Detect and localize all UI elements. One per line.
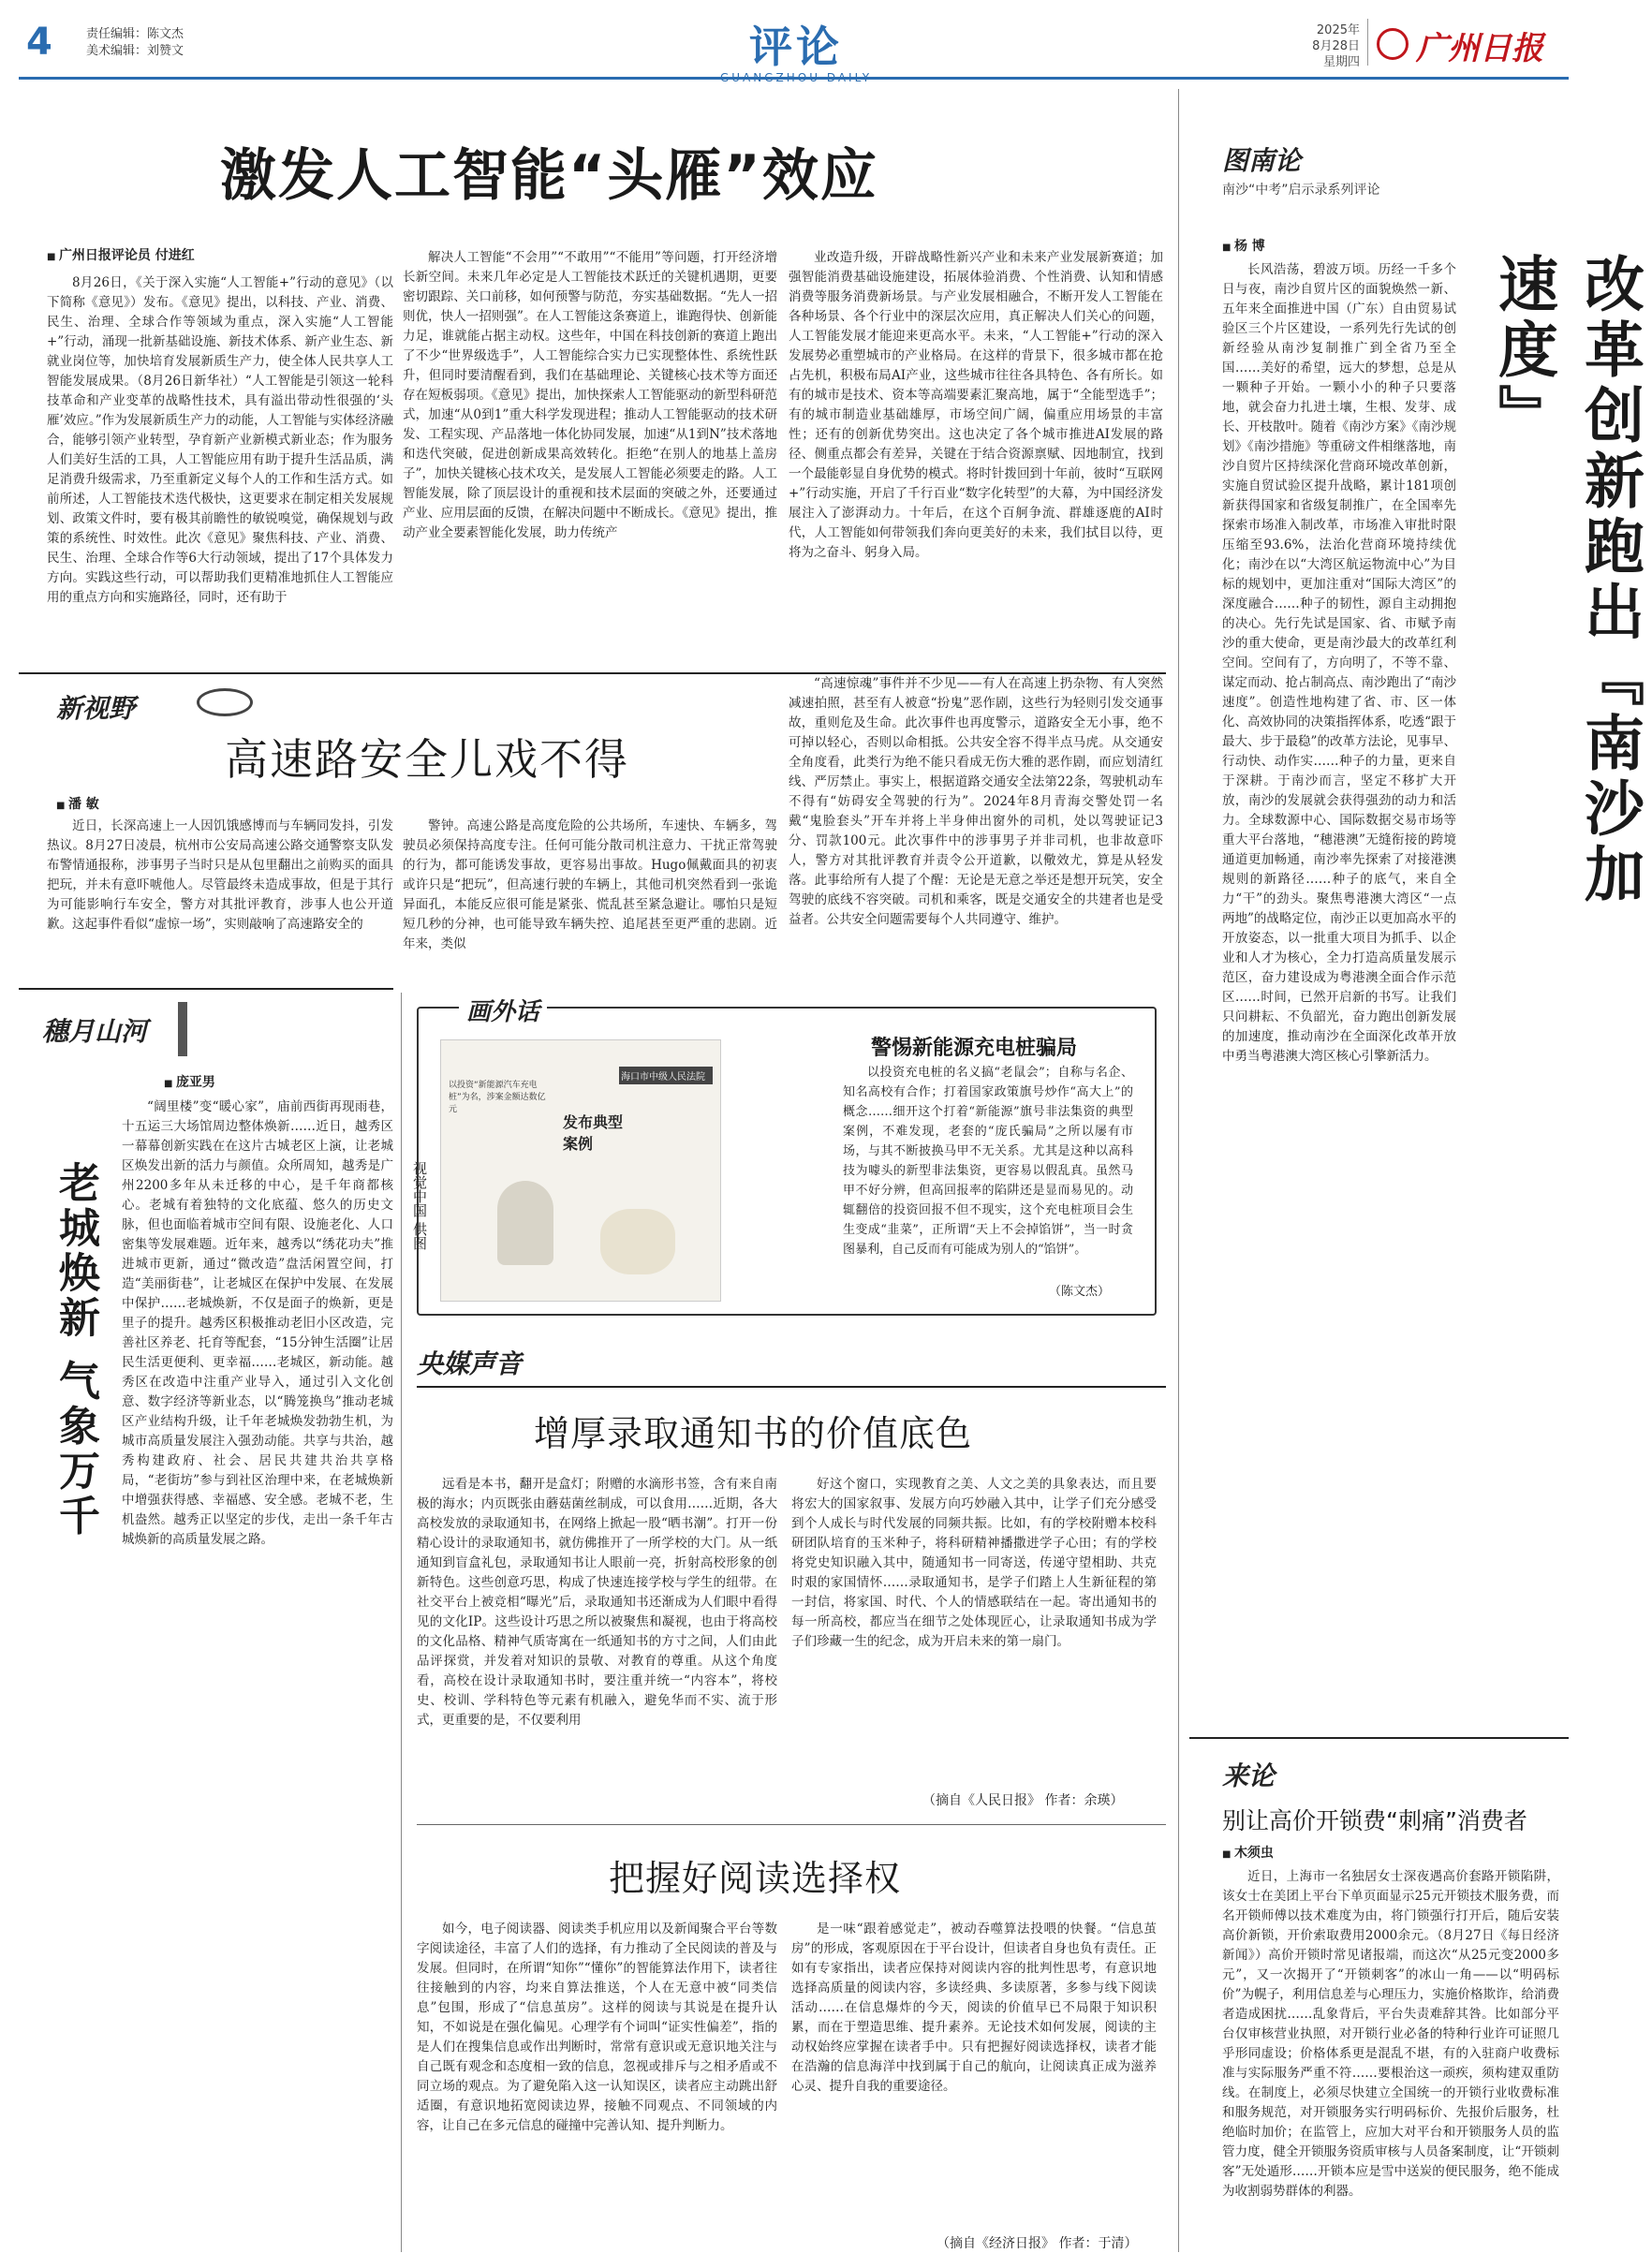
lead-headline: 激发人工智能“头雁”效应: [220, 143, 878, 209]
cartoon-headline: 警惕新能源充电桩骗局: [870, 1037, 1077, 1060]
lailun-text: 近日，上海市一名独居女士深夜遇高价套路开锁陷阱，该女士在美团上平台下单页面显示25元开锁技术服务费，而名开锁师傅以技术难度为由，将门锁强行打开后，随后安装高价新锁，开价索取费用2000余元。（8月27日《每日经济新闻》）高价开锁时常见诸报端，而这次“从25元变2000多元”，又一次揭开了“开锁刺客”的冰山一角——以“明码标价”为幌子，利用信息差与心理压力，实施价格欺诈，给消费者造成困扰……乱象背后，平台失责难辞其咎。比如部分平台仅审核营业执照，对开锁行业必备的特种行业许可证照几乎形同虚设；价格体系更是混乱不堪，有的入驻商户收费标准与实际服务严重不符……要根治这一顽疾，须构建双重防线。在制度上，必须尽快建立全国统一的开锁行业收费标准和服务规范，对开锁服务实行明码标价、先报价后服务，杜绝临时加价；在监管上，应加大对平台和开锁服务人员的监管力度，健全开锁服务资质审核与人员备案制度，让“开锁刺客”无处遁形……开锁本应是雪中送炭的便民服务，绝不能成为收割弱势群体的利器。: [1222, 1869, 1559, 2199]
yangmei-headline-1: 增厚录取通知书的价值底色: [534, 1413, 973, 1454]
sidebar-headline: 改革创新跑出『南沙加速度』: [1488, 253, 1644, 908]
money-bag-shape: [600, 1209, 675, 1274]
page-number: 4: [26, 21, 52, 64]
sidebar-byline: ■ 杨 博: [1222, 236, 1265, 255]
yangmei-source-2: （摘自《经济日报》 作者：于清）: [937, 2236, 1138, 2251]
xinshiye-byline: ■ 潘 敏: [56, 794, 99, 813]
divider-yangmei: [417, 1386, 1166, 1388]
yangmei-col-2a: 好这个窗口，实现教育之美、人文之美的具象表达，而且要将宏大的国家叙事、发展方向巧妙融入其中，让学子们充分感受到个人成长与时代发展的同频共振。比如，有的学校附赠本校科研团队培育的玉米种子，将科研精神播撒进学子心田；有的学校将党史知识融入其中，随通知书一同寄送，传递守望相助、共克时艰的家国情怀……录取通知书，是学子们踏上人生新征程的第一封信，将家国、时代、个人的情感联结在一起。寄出通知书的每一所高校，都应当在细节之处体现匠心，让录取通知书成为学子们珍藏一生的纪念，成为开启未来的第一扇门。: [791, 1477, 1157, 1649]
sidebar-column-name: 图南论: [1222, 145, 1302, 176]
sidebar-text: 长风浩荡，碧波万顷。历经一千多个日与夜，南沙自贸片区的面貌焕然一新、五年来全面推进中国（广东）自由贸易试验区三个片区建设，一系列先行先试的创新经验从南沙复制推广到全省乃至全国……美好的希望，远大的梦想，总是从一颗种子开始。一颗小小的种子只要落地，就会奋力扎进土壤，生根、发芽、成长、开枝散叶。随着《南沙方案》《南沙规划》《南沙措施》等重磅文件相继落地，南沙自贸片区持续深化营商环境改革创新，实施自贸试验区提升战略，累计181项创新获得国家和省级复制推广，在全国率先探索市场准入制改革，市场准入审批时限压缩至93.6%，法治化营商环境持续优化；南沙在以“大湾区航运物流中心”为目标的规划中，更加注重对“国际大湾区”的深度融合……种子的韧性，源自主动拥抱的决心。先行先试是国家、省、市赋予南沙的重大使命，更是南沙最大的改革红利空间。空间有了，方向明了，不等不靠、谋定而动、抢占制高点、南沙跑出了“南沙速度”。创造性地构建了省、市、区一体化、高效协同的决策指挥体系，吃透“跟于最大、步于最稳”的改革方法论，见事早、行动快、动作实……种子的力量，更来自于深耕。于南沙而言，坚定不移扩大开放，南沙的发展就会获得强劲的动力和活力。全球数源中心、国际数据交易市场等重大平台落地，“穗港澳”无缝衔接的跨境通道更加畅通，南沙率先探索了对接港澳规则的新路径……种子的底气，来自全力“干”的劲头。聚焦粤港澳大湾区“一点两地”的战略定位，南沙正以更加高水平的开放姿态，以一批重大项目为抓手、以企业和人才为核心，全力打造高质量发展示范区，奋力建设成为粤港澳全面合作示范区……时间，已然开启新的书写。让我们只问耕耘、不负韶光，奋力跑出创新发展的加速度，推动南沙在全面深化改革开放中勇当粤港澳大湾区核心引擎新活力。: [1222, 262, 1456, 1064]
yangmei-col-2b: 是一味“跟着感觉走”，被动吞噬算法投喂的快餐。“信息茧房”的形成，客观原因在于平台设计，但读者自身也负有责任。正如有专家指出，读者应保持对阅读内容的批判性思考，有意识地选择高质量的阅读内容，多读经典、多读原著，多参与线下阅读活动……在信息爆炸的今天，阅读的价值早已不局限于知识积累，而在于塑造思维、提升素养。无论技术如何发展，阅读的主动权始终应掌握在读者手中。只有把握好阅读选择权，读者才能在浩瀚的信息海洋中找到属于自己的航向，让阅读真正成为滋养心灵、提升自我的重要途径。: [791, 1922, 1157, 2094]
lailun-headline: 别让高价开锁费“刺痛”消费者: [1222, 1807, 1527, 1834]
cartoon-column-name: 画外话: [459, 993, 547, 1027]
cartoon-credit: 视觉中国 供图: [411, 1161, 428, 1250]
yangmei-source-1: （摘自《人民日报》 作者：余瑛）: [922, 1793, 1124, 1808]
suiyue-headline: 老城焕新 气象万千: [52, 1161, 99, 1539]
issue-weekday: 星期四: [1322, 55, 1360, 69]
xinshiye-col-3: “高速惊魂”事件并不少见——有人在高速上扔杂物、有人突然减速拍照，甚至有人被意“扮鬼”恶作剧，这些行为轻则引发交通事故，重则危及生命。此次事件也再度警示，道路安全无小事，绝不可掉以轻心，否则以命相抵。公共安全容不得半点马虎。从交通安全角度看，此类行为绝不能只看成无伤大雅的恶作剧，而应划清红线、严厉禁止。事实上，根据道路交通安全法第22条，驾驶机动车不得有“妨碍安全驾驶的行为”。2024年8月青海交警处罚一名戴“鬼脸套头”开车并将上半身伸出窗外的司机，处以驾驶证记3分、罚款100元。此次事件中的涉事男子并非司机，也非故意吓人，警方对其批评教育并责令公开道歉，以儆效尤，算是从轻发落。此事给所有人提了个醒：无论是无意之举还是想开玩笑，安全驾驶的底线不容突破。司机和乘客，既是交通安全的共建者也是受益者。公共安全问题需要每个人共同遵守、维护。: [789, 676, 1163, 927]
eye-icon: [197, 688, 253, 716]
xinshiye-headline: 高速路安全儿戏不得: [225, 734, 629, 785]
divider-lailun: [1189, 1737, 1569, 1739]
cartoon-illustration: [440, 1039, 721, 1302]
lead-col-1: 8月26日，《关于深入实施“人工智能+”行动的意见》（以下简称《意见》）发布。《意见》提出，以科技、产业、消费、民生、治理、全球合作等领域为重点，深入实施“人工智能+”行动，涌现一批新基础设施、新技术体系、新产业生态、新就业岗位等，加快培育发展新质生产力，使全体人民共享人工智能发展成果。（8月26日新华社）“人工智能是引领这一轮科技革命和产业变革的战略性技术，具有溢出带动性很强的‘头雁’效应。”作为发展新质生产力的动能，人工智能与实体经济融合，能够引领产业转型，孕育新产业新模式新业态；作为服务人们美好生活的工具，人工智能应用有助于提升生活品质，满足消费升级需求，乃至重新定义每个人的工作和生活方式。如前所述，人工智能技术迭代极快，这更要求在制定相关发展规划、政策文件时，要有极其前瞻性的敏锐嗅觉，确保规划与政策的系统性、时效性。此次《意见》聚焦科技、产业、消费、民生、治理、全球合作等6大行动领域，提出了17个具体发力方向。实践这些行动，可以帮助我们更精准地抓住人工智能应用的重点方向和实施路径，同时，还有助于: [47, 275, 393, 605]
xinshiye-column-name: 新视野: [56, 693, 136, 724]
tower-icon: [178, 1002, 187, 1056]
suiyue-byline: ■ 庞亚男: [164, 1072, 215, 1091]
editor-credits: [86, 26, 184, 60]
lead-col-2: 解决人工智能“不会用”“不敢用”“不能用”等问题，打开经济增长新空间。未来几年必定是人工智能技术跃迁的关键机遇期，更要密切跟踪、关口前移，如何预警与防范，夯实基础数据。“先人一招则优，快人一招则强”。在人工智能这条赛道上，谁跑得快、创新能力足，谁就能占据主动权。这些年，中国在科技创新的赛道上跑出了不少“世界级选手”，人工智能综合实力已实现整体性、系统性跃升，但同时要清醒看到，我们在基础理论、关键核心技术等方面还存在短板弱项。《意见》提出，加快探索人工智能驱动的新型科研范式，加速“从0到1”重大科学发现进程；推动人工智能驱动的技术研发、工程实现、产品落地一体化协同发展，加速“从1到N”技术落地和迭代突破，促进创新成果高效转化。拒绝“在别人的地基上盖房子”，加快关键核心技术攻关，是发展人工智能必须要走的路。人工智能发展，除了顶层设计的重视和技术层面的突破之外，还要通过产业、应用层面的反馈，在解决问题中不断成长。《意见》提出，推动产业全要素智能化发展，助力传统产: [403, 250, 777, 540]
yangmei-col-1b: 如今，电子阅读器、阅读类手机应用以及新闻聚合平台等数字阅读途径，丰富了人们的选择，有力推动了全民阅读的普及与发展。但同时，在所谓“知你”“懂你”的智能算法作用下，读者往往接触到的内容，均来自算法推送，个人在无意中被“同类信息”包围，形成了“信息茧房”。这样的阅读与其说是在提升认知，不如说是在强化偏见。心理学有个词叫“证实性偏差”，指的是人们在搜集信息或作出判断时，常常有意识或无意识地关注与自己既有观念和态度相一致的信息，忽视或排斥与之相矛盾或不同立场的观点。为了避免陷入这一认知误区，读者应主动跳出舒适圈，有意识地拓宽阅读边界，接触不同观点、不同领域的内容，让自己在多元信息的碰撞中完善认知、提升判断力。: [417, 1922, 777, 2133]
section-title: [712, 13, 880, 84]
divider-yangmei-2: [417, 1824, 1166, 1825]
court-sign: 海口市中级人民法院: [619, 1067, 713, 1084]
suiyue-column-name: 穗月山河: [42, 1016, 148, 1047]
paper-logo-icon: [1377, 28, 1409, 60]
yangmei-column-name: 央媒声音: [417, 1348, 523, 1379]
cartoon-text: 以投资充电桩的名义搞“老鼠会”；自称与名企、知名高校有合作；打着国家政策旗号炒作“高大上”的概念……细开这个打着“新能源”旗号非法集资的典型案例，不难发现，老套的“庞氏骗局”之所以屡有市场，与其不断披换马甲不无关系。尤其是这种以高科技为噱头的新型非法集资，更容易以假乱真。虽然马甲不好分辨，但高回报率的陷阱还是显而易见的。动辄翻倍的投资回报不但不现实，这个充电桩项目会生生变成“韭菜”，正所谓“天上不会掉馅饼”，当一时贪图暴利，自己反而有可能成为别人的“馅饼”。: [843, 1066, 1133, 1257]
section-title-cn: 评论: [749, 22, 843, 72]
suiyue-divider: [401, 993, 402, 2252]
cartoon-author: （陈文杰）: [1049, 1285, 1111, 1299]
lailun-column-name: 来论: [1222, 1760, 1276, 1791]
figure-shape: [497, 1181, 553, 1265]
cartoon-speech: 以投资“新能源汽车充电桩”为名，涉案金额达数亿元: [449, 1081, 546, 1114]
lailun-byline: ■ 木须虫: [1222, 1843, 1274, 1862]
issue-date: [1292, 22, 1360, 70]
yangmei-headline-2: 把握好阅读选择权: [609, 1858, 902, 1899]
suiyue-text: “阔里楼”变“暖心家”，庙前西街再现雨巷，十五运三大场馆周边整体焕新……近日，越秀区一幕幕创新实践在在这片古城老区上演，让老城区焕发出新的活力与颜值。众所周知，越秀是广州2200多年从未迁移的中心，是千年商都核心。老城有着独特的文化底蕴、悠久的历史文脉，但也面临着城市空间有限、设施老化、人口密集等发展难题。近年来，越秀以“绣花功夫”推进城市更新，通过“微改造”盘活闲置空间，打造“美丽街巷”，让老城区在保护中发展、在发展中保护……老城焕新，不仅是面子的焕新，更是里子的提升。越秀区积极推动老旧小区改造，完善社区养老、托育等配套，“15分钟生活圈”让居民生活更便利、更幸福……老城区，新动能。越秀区在改造中注重产业导入，通过引入文化创意、数字经济等新业态，以“腾笼换鸟”推动老城区产业结构升级，让千年老城焕发勃勃生机，为城市高质量发展注入强劲动能。共享与共治，越秀构建政府、社会、居民共建共治共享格局，“老街坊”参与到社区治理中来，在老城焕新中增强获得感、幸福感、安全感。老城不老，生机盎然。越秀正以坚定的步伐，走出一条千年古城焕新的高质量发展之路。: [122, 1099, 393, 1547]
lead-byline: ■ 广州日报评论员 付进红: [47, 245, 195, 264]
xinshiye-col-1: 近日，长深高速上一人因饥饿感博而与车辆同发抖，引发热议。8月27日凌晨，杭州市公安局高速公路交通警察支队发布警情通报称，涉事男子当时只是从包里翻出之前购买的面具把玩，并未有意吓唬他人。尽管最终未造成事故，但是于其行为可能影响行车安全，警方对其批评教育，涉事人也公开道歉。这起事件看似“虚惊一场”，实则敲响了高速路安全的: [47, 818, 393, 932]
sidebar-divider: [1178, 89, 1179, 2252]
cartoon-banner: 发布典型案例: [563, 1113, 624, 1153]
paper-logo: 广州日报: [1416, 30, 1543, 67]
issue-year: 2025年: [1316, 23, 1360, 37]
yangmei-col-1a: 远看是本书，翻开是盒灯；附赠的水滴形书签，含有来自南极的海水；内页既张由蘑菇菌丝制成，可以食用……近期，各大高校发放的录取通知书，在网络上掀起一股“晒书潮”。打开一份精心设计的录取通知书，就仿佛推开了一所学校的大门。从一纸通知到盲盒礼包，录取通知书让人眼前一亮，折射高校形象的创新特色。这些创意巧思，构成了快速连接学校与学生的纽带。在社交平台上被竞相“曝光”后，录取通知书还渐成为人们眼中看得见的文化IP。这些设计巧思之所以被聚焦和凝视，也由于将高校的文化品格、精神气质寄寓在一纸通知书的方寸之间，人们由此品评探赏，并发着对知识的景敬、对教育的尊重。从这个角度看，高校在设计录取通知书时，要注重并统一“内容本”，将校史、校训、学科特色等元素有机融入，避免华而不实、流于形式，更重要的是，不仅要利用: [417, 1477, 777, 1728]
editor-line: 责任编辑：陈文杰: [86, 27, 184, 41]
sidebar-subtitle: 南沙“中考”启示录系列评论: [1222, 183, 1380, 198]
lead-col-3: 业改造升级，开辟战略性新兴产业和未来产业发展新赛道；加强智能消费基础设施建设，拓展体验消费、个性消费、认知和情感消费等服务消费新场景。与产业发展相融合，不断开发人工智能在各种场景、各个行业中的深层次应用，真正解决人们关心的问题，人工智能发展才能迎来更高水平。未来，“人工智能+”行动的深入发展势必重塑城市的产业格局。在这样的背景下，很多城市都在抢占先机，积极布局AI产业，这些城市往往各具特色、各有所长。如有的城市是技术、资本等高端要素汇聚高地，属于“全能型选手”；有的城市制造业基础雄厚，市场空间广阔，偏重应用场景的丰富性；还有的创新优势突出。这也决定了各个城市推进AI发展的路径、侧重点都会有差异，关键在于结合资源禀赋、因地制宜，找到一个最能彰显自身优势的模式。将时针拨回到十年前，彼时“互联网+”行动实施，开启了千行百业“数字化转型”的大幕，为中国经济发展注入了澎湃动力。十年后，在这个百舸争流、群雄逐鹿的AI时代，人工智能如何带领我们奔向更美好的未来，我们拭目以待，更将为之奋斗、躬身入局。: [789, 250, 1163, 560]
issue-day: 8月28日: [1312, 39, 1360, 53]
masthead-divider: [1367, 19, 1368, 66]
masthead-rule: [19, 77, 1569, 80]
art-editor-line: 美术编辑：刘赞文: [86, 44, 184, 58]
divider-suiyue: [19, 988, 393, 990]
xinshiye-col-2: 警钟。高速公路是高度危险的公共场所，车速快、车辆多，驾驶员必须保持高度专注。任何可能分散司机注意力、干扰正常驾驶的行为，都可能诱发事故，更容易出事故。Hugo佩戴面具的初衷或许只是“把玩”，但高速行驶的车辆上，其他司机突然看到一张诡异面孔，本能反应很可能是紧张、慌乱甚至紧急避让。哪怕只是短短几秒的分神，也可能导致车辆失控、追尾甚至更严重的悲剧。近年来，类似: [403, 818, 777, 951]
